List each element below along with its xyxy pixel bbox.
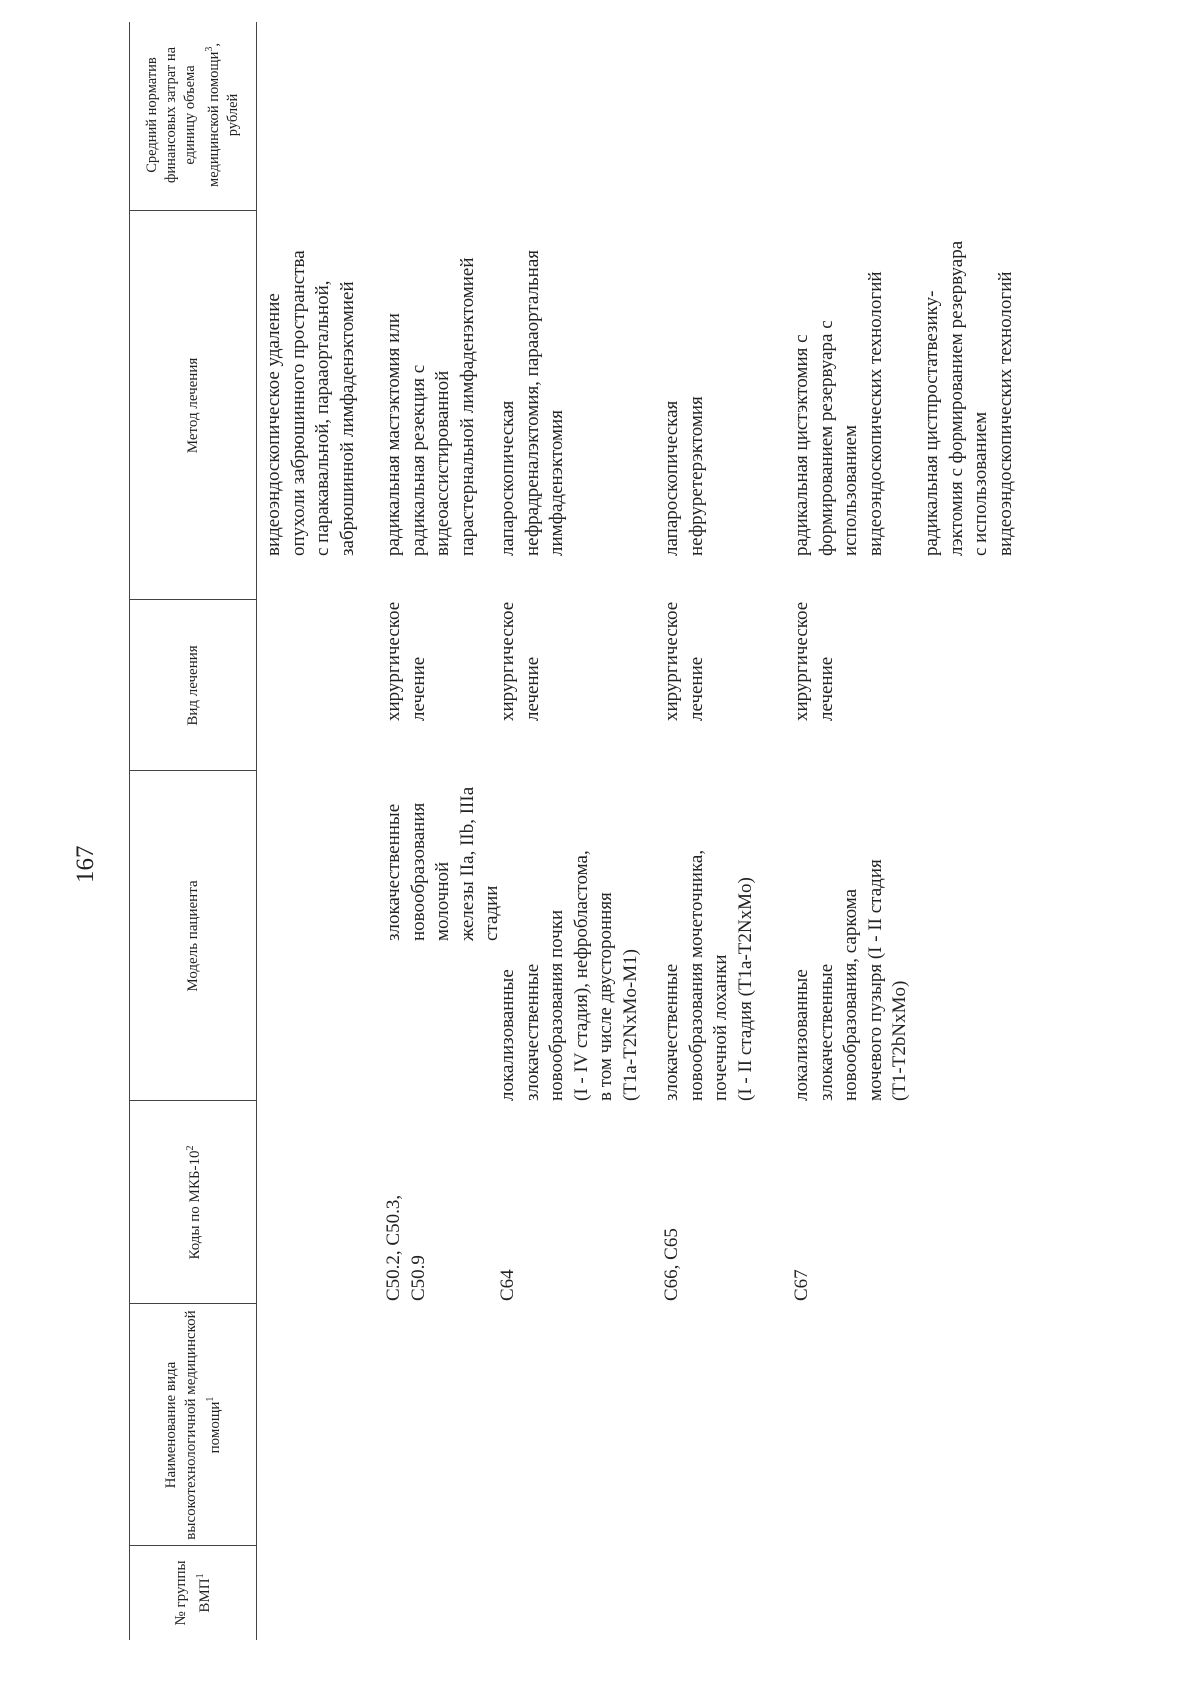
header-type	[133, 600, 253, 771]
method-cell: лапароскопическая нефрадреналэктомия, парааортальная лимфаденэктомия	[497, 249, 567, 556]
method-cell: лапароскопическая нефруретерэктомия	[661, 396, 707, 556]
method-cell: радикальная цистэктомия с формированием резервуара с использованием видеоэндоскопических технологий	[791, 271, 886, 556]
icd-code-cell: C66, C65	[661, 1228, 682, 1301]
icd-code-cell: C67	[791, 1269, 812, 1301]
treatment-type-cell: хирургическое лечение	[791, 601, 837, 721]
footnote-marker: 1	[205, 1396, 216, 1402]
header-model	[133, 771, 253, 1101]
header-name	[133, 1304, 253, 1546]
icd-code-cell: C50.2, C50.3, C50.9	[383, 1194, 429, 1301]
footnote-marker: 2	[185, 1145, 196, 1151]
header-group	[133, 1546, 253, 1640]
treatment-type-cell: хирургическое лечение	[661, 601, 707, 721]
treatment-type-cell: хирургическое лечение	[497, 601, 543, 721]
footnote-marker: 3	[204, 46, 216, 52]
treatment-type-cell: хирургическое лечение	[383, 601, 429, 721]
header-codes	[133, 1101, 253, 1304]
header-model-text: Модель пациента	[185, 880, 201, 992]
header-method	[133, 211, 253, 600]
method-cell: радикальная мастэктомия или радикальная резекция с видеоассистированной парастернальной лимфаденэктомией	[383, 257, 478, 556]
header-top-rule	[129, 22, 130, 1640]
page-number: 167	[72, 845, 99, 883]
header-cost-text: Средний норматив финансовых затрат на единицу объема медицинской помощи	[144, 46, 222, 187]
header-name-text: Наименование вида высокотехнологичной медицинской помощи	[163, 1310, 223, 1540]
method-cell: радикальная цистпростатвезику- лэктомия с формированием резервуара с использованием видеоэндоскопических технологий	[921, 240, 1016, 556]
header-codes-text: Коды по МКБ-10	[187, 1150, 203, 1260]
header-type-text: Вид лечения	[185, 645, 201, 726]
header-method-text: Метод лечения	[185, 357, 201, 454]
icd-code-cell: C64	[497, 1269, 518, 1301]
header-cost-suffix: , рублей	[205, 43, 241, 137]
patient-model-cell: локализованные злокачественные новообразования почки (I - IV стадия), нефробластома, в том числе двусторонняя (T1a-T2NxMo-M1)	[497, 850, 641, 1101]
patient-model-cell: злокачественные новообразования мочеточника, почечной лоханки (I - II стадия (T1a-T2NxMo)	[661, 849, 756, 1101]
method-cell: видеоэндоскопическое удаление опухоли забрюшинного пространства с паракавальной, парааортальной, забрюшинной лимфаденэктомией	[263, 250, 358, 556]
patient-model-cell: локализованные злокачественные новообразования, саркома мочевого пузыря (I - II стадия (T1-T2bNxMo)	[791, 859, 910, 1101]
footnote-marker: 1	[195, 1573, 206, 1579]
header-cost	[133, 24, 253, 206]
header-group-text: № группы ВМП	[173, 1560, 213, 1626]
header-bottom-rule	[256, 22, 257, 1640]
patient-model-cell: злокачественные новообразования молочной железы IIa, IIb, IIIa стадии	[383, 786, 502, 941]
